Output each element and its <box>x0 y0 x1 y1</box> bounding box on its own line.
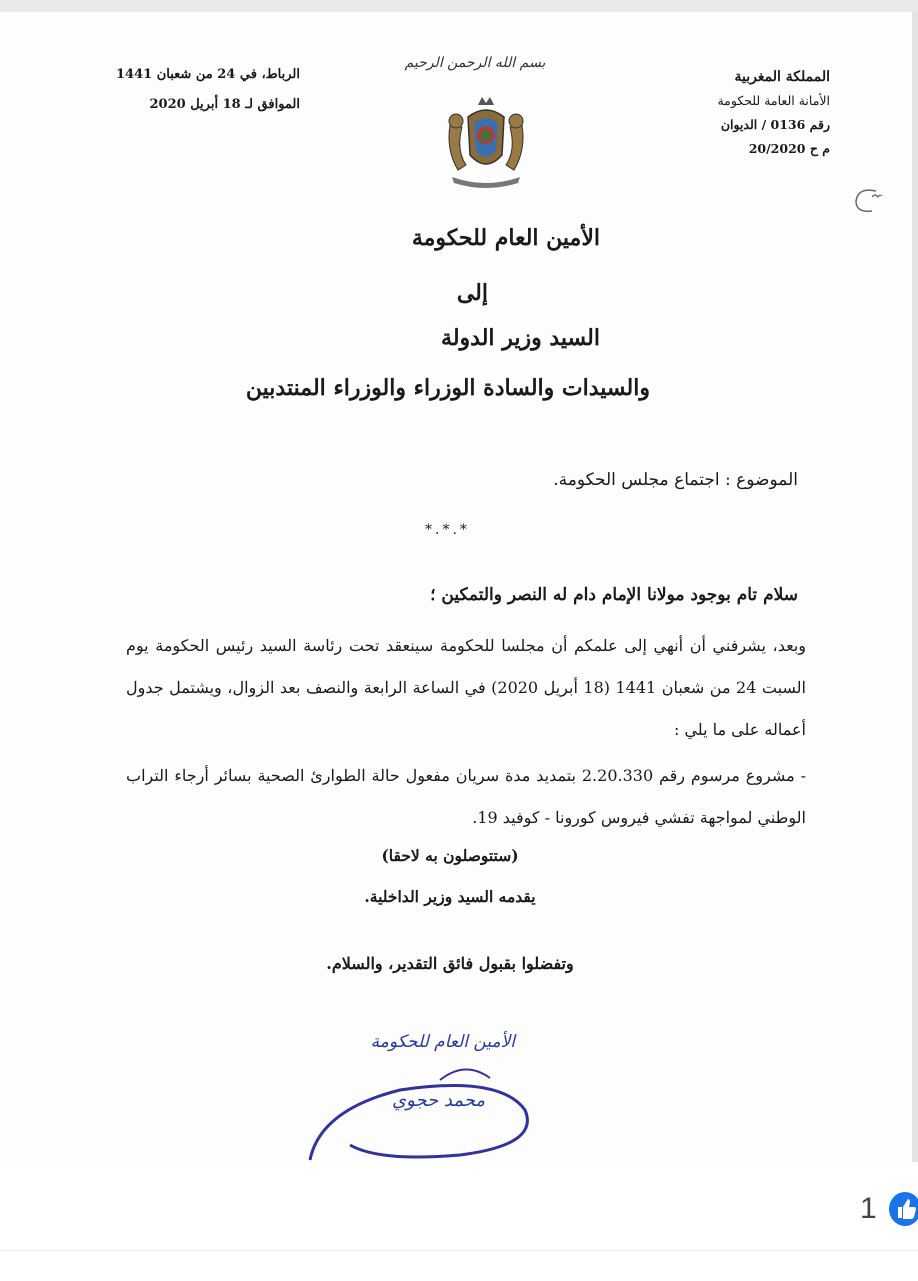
reference-number: رقم 0136 / الديوان <box>720 117 830 132</box>
date-block <box>100 60 300 120</box>
agenda-item: - مشروع مرسوم رقم 2.20.330 بتمديد مدة سريان مفعول حالة الطوارئ الصحية بسائر أرجاء التراب الوطني لمواجهة تفشي فيروس كورونا - كوفيد 19. <box>126 766 806 827</box>
like-count: 1 <box>860 1192 877 1225</box>
page-edge <box>912 12 918 1162</box>
reference-code: م ح 20/2020 <box>748 141 830 156</box>
to-label: إلى <box>456 280 488 306</box>
date-hijri: الرباط، في 24 من شعبان 1441 <box>116 67 300 82</box>
institution-name: الأمانة العامة للحكومة <box>717 93 830 108</box>
closing-text: وتفضلوا بقبول فائق التقدير، والسلام. <box>326 954 574 973</box>
greeting: سلام تام بوجود مولانا الإمام دام له النصر والتمكين ؛ <box>430 585 798 605</box>
presenter-text: يقدمه السيد وزير الداخلية. <box>364 887 536 906</box>
signature-stamp: الأمين العام للحكومة <box>370 1032 515 1052</box>
sender-title: الأمين العام للحكومة <box>411 225 600 251</box>
signature-name: محمد حجوي <box>392 1090 485 1111</box>
separator: *.*.* <box>425 522 470 538</box>
bottom-bar <box>0 1250 918 1281</box>
basmala: بسم الله الرحمن الرحيم <box>404 55 546 71</box>
body-paragraph: وبعد، يشرفني أن أنهي إلى علمكم أن مجلسا للحكومة سينعقد تحت رئاسة السيد رئيس الحكومة يوم السبت 24 من شعبان 1441 (18 أبريل 2020) في الساعة الرابعة والنصف بعد الزوال، ويشتمل جدول أعماله على ما يلي : <box>126 636 806 739</box>
note-text: (ستتوصلون به لاحقا) <box>381 846 519 865</box>
kingdom-name: المملكة المغربية <box>734 69 830 85</box>
recipient-title-1: السيد وزير الدولة <box>441 325 600 351</box>
thumbs-up-icon[interactable] <box>889 1192 918 1226</box>
subject-line: الموضوع : اجتماع مجلس الحكومة. <box>553 470 798 490</box>
handwritten-mark <box>848 183 888 218</box>
coat-of-arms-emblem <box>440 95 532 190</box>
recipient-title-2: والسيدات والسادة الوزراء والوزراء المنتدبين <box>245 375 650 401</box>
signature-scribble <box>290 1020 540 1165</box>
date-gregorian: الموافق لـ 18 أبريل 2020 <box>149 97 300 112</box>
top-bar <box>0 0 918 12</box>
ministry-block <box>640 65 830 161</box>
